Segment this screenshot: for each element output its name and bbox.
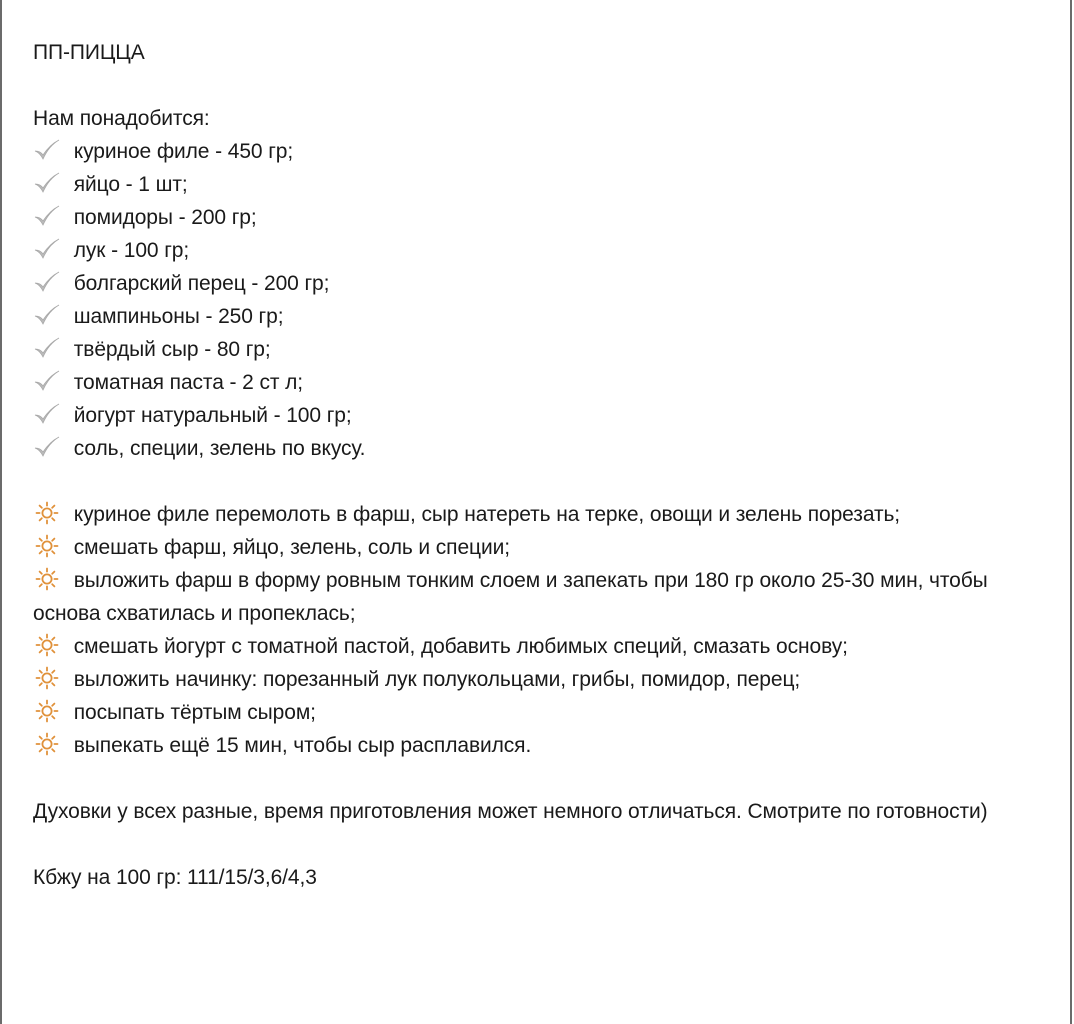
ingredients-heading: Нам понадобится: <box>33 107 210 130</box>
ingredient-item <box>33 333 1043 366</box>
spacer <box>33 828 1043 861</box>
check-mark-icon <box>33 435 61 459</box>
steps-list <box>33 498 1043 762</box>
check-mark-icon <box>33 303 61 327</box>
ingredient-text: лук - 100 гр; <box>73 239 190 262</box>
ingredient-text: куриное филе - 450 гр; <box>73 140 294 163</box>
ingredient-item <box>33 399 1043 432</box>
ingredient-item <box>33 432 1043 465</box>
step-text: выпекать ещё 15 мин, чтобы сыр расплавился. <box>73 734 532 757</box>
ingredient-item <box>33 135 1043 168</box>
step-text: выложить начинку: порезанный лук полукольцами, грибы, помидор, перец; <box>73 668 801 691</box>
check-mark-icon <box>33 204 61 228</box>
check-mark-icon <box>33 270 61 294</box>
step-item <box>33 564 1043 630</box>
step-item <box>33 498 1043 531</box>
sun-icon <box>35 666 59 690</box>
step-text: смешать йогурт с томатной пастой, добавить любимых специй, смазать основу; <box>73 635 848 658</box>
ingredient-text: болгарский перец - 200 гр; <box>73 272 330 295</box>
step-text: смешать фарш, яйцо, зелень, соль и специи; <box>73 536 510 559</box>
check-mark-icon <box>33 138 61 162</box>
spacer <box>33 762 1043 795</box>
ingredient-item <box>33 300 1043 333</box>
step-text: выложить фарш в форму ровным тонким слоем и запекать при 180 гр около 25-30 мин, чтобы основа схватилась и пропеклась; <box>33 569 988 625</box>
check-mark-icon <box>33 237 61 261</box>
sun-icon <box>35 567 59 591</box>
recipe-document <box>33 36 1043 894</box>
sun-icon <box>35 534 59 558</box>
ingredient-item <box>33 234 1043 267</box>
spacer <box>33 69 1043 102</box>
ingredient-item <box>33 201 1043 234</box>
recipe-title: ПП-ПИЦЦА <box>33 41 145 64</box>
step-item <box>33 729 1043 762</box>
nutrition-info: Кбжу на 100 гр: 111/15/3,6/4,3 <box>33 866 317 889</box>
check-mark-icon <box>33 369 61 393</box>
step-item <box>33 696 1043 729</box>
sun-icon <box>35 699 59 723</box>
oven-note: Духовки у всех разные, время приготовления может немного отличаться. Смотрите по готовности) <box>33 800 988 823</box>
check-mark-icon <box>33 336 61 360</box>
step-item <box>33 630 1043 663</box>
ingredient-item <box>33 168 1043 201</box>
ingredient-text: помидоры - 200 гр; <box>73 206 257 229</box>
check-mark-icon <box>33 171 61 195</box>
step-text: посыпать тёртым сыром; <box>73 701 316 724</box>
ingredient-text: шампиньоны - 250 гр; <box>73 305 284 328</box>
check-mark-icon <box>33 402 61 426</box>
ingredient-text: соль, специи, зелень по вкусу. <box>73 437 366 460</box>
step-item <box>33 663 1043 696</box>
sun-icon <box>35 633 59 657</box>
step-text: куриное филе перемолоть в фарш, сыр натереть на терке, овощи и зелень порезать; <box>73 503 901 526</box>
sun-icon <box>35 501 59 525</box>
ingredient-text: яйцо - 1 шт; <box>73 173 188 196</box>
spacer <box>33 465 1043 498</box>
ingredients-list <box>33 135 1043 465</box>
ingredient-text: йогурт натуральный - 100 гр; <box>73 404 352 427</box>
ingredient-item <box>33 366 1043 399</box>
ingredient-text: твёрдый сыр - 80 гр; <box>73 338 271 361</box>
sun-icon <box>35 732 59 756</box>
ingredient-item <box>33 267 1043 300</box>
step-item <box>33 531 1043 564</box>
ingredient-text: томатная паста - 2 ст л; <box>73 371 303 394</box>
